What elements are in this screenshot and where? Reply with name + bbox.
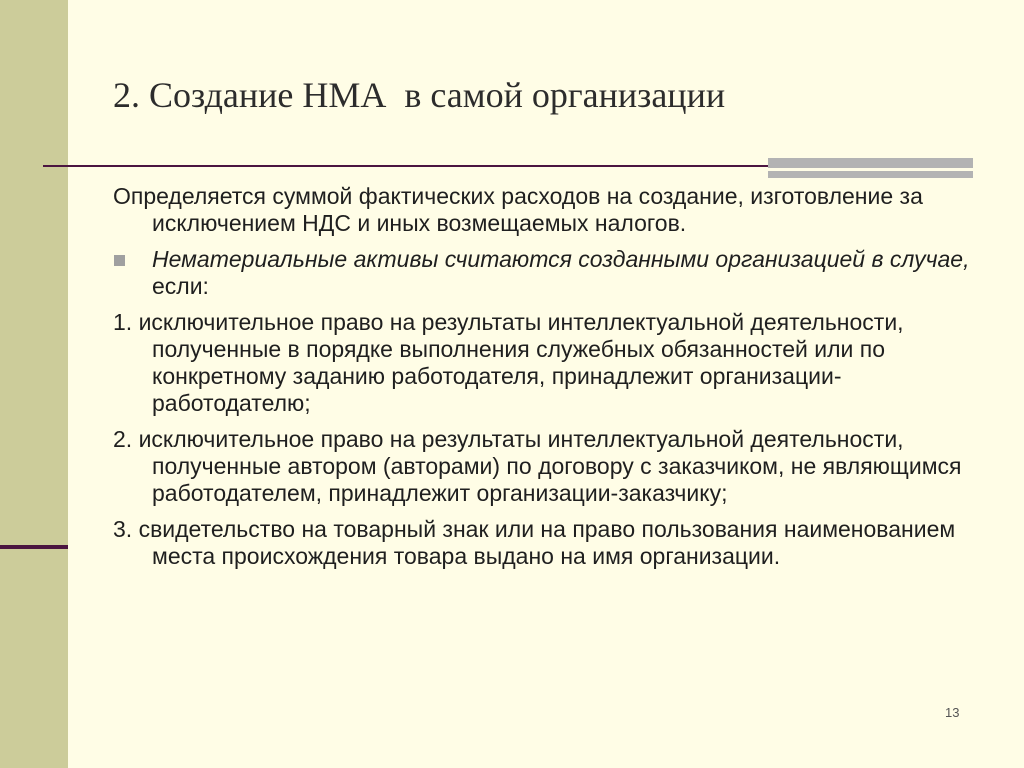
intro-paragraph: Определяется суммой фактических расходов на создание, изготовление за исключением НДС и иных возмещаемых налогов. xyxy=(113,183,923,236)
title-accent-bar xyxy=(768,158,973,168)
side-band xyxy=(0,0,68,768)
bullet-item xyxy=(113,246,973,300)
slide-body xyxy=(113,183,973,579)
side-rule xyxy=(0,545,68,549)
bullet-italic-text: Нематериальные активы считаются созданными организацией в случае, xyxy=(152,246,970,272)
slide-title: 2. Создание НМА в самой организации xyxy=(113,75,726,115)
page-number: 13 xyxy=(945,705,960,720)
square-bullet-icon xyxy=(114,255,125,266)
list-item-3: 3. свидетельство на товарный знак или на право пользования наименованием места происхождения товара выдано на имя организации. xyxy=(113,516,956,569)
bullet-tail-text: если: xyxy=(152,273,209,299)
title-accent-bar-lower xyxy=(768,171,973,178)
list-item-2: 2. исключительное право на результаты интеллектуальной деятельности, полученные автором (авторами) по договору с заказчиком, не являющимся работодателем, принадлежит организации-заказчику; xyxy=(113,426,962,506)
list-item-1: 1. исключительное право на результаты интеллектуальной деятельности, полученные в порядке выполнения служебных обязанностей или по конкретному заданию работодателя, принадлежит организации-работодателю; xyxy=(113,309,904,416)
